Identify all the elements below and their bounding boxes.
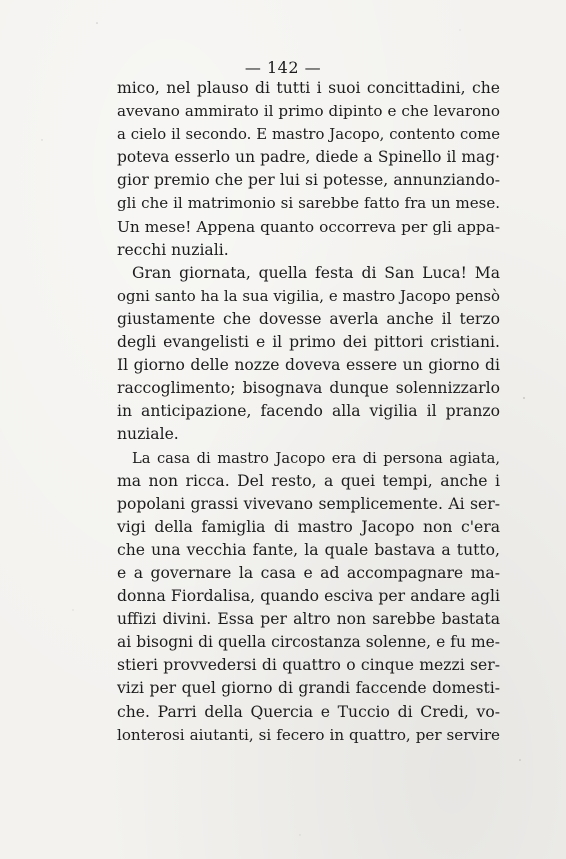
text-line: che. Parri della Quercia e Tuccio di Credi, vo- bbox=[117, 702, 500, 721]
text-line: e a governare la casa e ad accompagnare ma- bbox=[117, 563, 500, 582]
text-line: ogni santo ha la sua vigilia, e mastro Jacopo pensò bbox=[117, 286, 500, 305]
page-number: — 142 — bbox=[244, 58, 322, 77]
text-line: che una vecchia fante, la quale bastava a tutto, bbox=[117, 540, 500, 559]
text-line: gior premio che per lui si potesse, annunziando- bbox=[117, 171, 500, 190]
text-line: popolani grassi vivevano semplicemente. Ai ser- bbox=[117, 494, 500, 513]
text-line: a cielo il secondo. E mastro Jacopo, contento come bbox=[117, 126, 500, 144]
text-line: ai bisogni di quella circostanza solenne, e fu me- bbox=[117, 633, 500, 652]
text-line: recchi nuziali. bbox=[117, 240, 229, 259]
text-line: uffizi divini. Essa per altro non sarebbe bastata bbox=[117, 610, 500, 629]
text-line: stieri provvedersi di quattro o cinque mezzi ser- bbox=[117, 656, 500, 675]
text-line: lonterosi aiutanti, si fecero in quattro, per servire bbox=[117, 725, 500, 744]
text-line: raccoglimento; bisognava dunque solennizzarlo bbox=[117, 379, 500, 398]
body-text bbox=[117, 77, 500, 747]
text-line: gli che il matrimonio si sarebbe fatto fra un mese. bbox=[117, 194, 500, 213]
text-line: mico, nel plauso di tutti i suoi concittadini, che bbox=[117, 79, 500, 97]
text-line: nuziale. bbox=[117, 425, 179, 444]
text-line: La casa di mastro Jacopo era di persona agiata, bbox=[132, 449, 500, 467]
text-line: degli evangelisti e il primo dei pittori cristiani. bbox=[117, 333, 500, 352]
text-line: in anticipazione, facendo alla vigilia il pranzo bbox=[117, 402, 500, 421]
text-line: vizi per quel giorno di grandi faccende domesti- bbox=[117, 679, 500, 698]
text-line: Un mese! Appena quanto occorreva per gli appa- bbox=[117, 217, 500, 236]
text-line: donna Fiordalisa, quando esciva per andare agli bbox=[117, 587, 500, 606]
text-line: ma non ricca. Del resto, a quei tempi, anche i bbox=[117, 471, 500, 490]
text-line: giustamente che dovesse averla anche il terzo bbox=[117, 309, 500, 328]
text-line: Il giorno delle nozze doveva essere un giorno di bbox=[117, 356, 500, 375]
text-line: Gran giornata, quella festa di San Luca! Ma bbox=[132, 263, 500, 282]
text-line: vigi della famiglia di mastro Jacopo non c'era bbox=[117, 517, 500, 536]
text-line: avevano ammirato il primo dipinto e che levarono bbox=[117, 102, 500, 121]
text-line: poteva esserlo un padre, diede a Spinello il mag· bbox=[117, 148, 500, 167]
